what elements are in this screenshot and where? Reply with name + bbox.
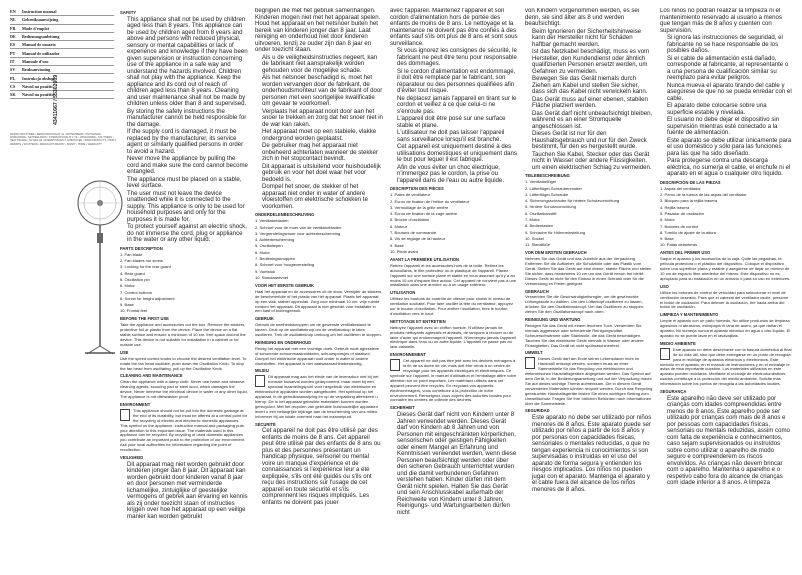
language-label: Návod na použití [22,83,53,89]
reinigung-text: Reinigen Sie das Gerät mit einem feuchten Tuch. Verwenden Sie niemals aggressive oder scheuernde Reinigungsmittel, Scheuerschwämme oder Stahlwolle, die das Gerät beschädigen. Tauchen Sie das elektrische Gerät niemals in Wasser oder andere Flüssigkeiten. Das Gerät ist nicht spülmaschinenfest. [525,322,644,348]
part-item: 10. Sockel [525,235,544,241]
index-row [10,33,114,41]
seguridad-list [525,415,653,493]
part-item: 4. Achterbescherming [255,237,295,243]
part-item: 5. Oscillatiepen [255,243,283,249]
recycle-bin-icon [255,375,265,387]
safety-item: • Als u de veiligheidsinstructies negeert, kan de fabrikant niet aansprakelijk worden gehouden voor de mogelijke schade. [262,55,383,75]
safety-item: • Este aparato se debe utilizar únicamente para el uso doméstico y sólo para las funciones para las que ha sido diseñado. [667,138,792,158]
heading-before-use: BEFORE THE FIRST USE [120,316,169,322]
language-code: SK [10,92,16,98]
heading-teile: TEILEBESCHREIBUNG [525,173,570,179]
heading-environment: ENVIRONMENT [120,401,151,407]
safety-item: • Afin de vous éviter un choc électrique, n'immergez pas le cordon, la prise ou l'appareil dans de l'eau ou autre liquide. [397,165,518,185]
continued-text: begrijpen die met het gebruik samenhangen. Kinderen mogen niet met het apparaat spelen. Houd het apparaat en het netsnoer buiten het bereik van kinderen jonger dan 8 jaar. Laat reiniging en onderhoud niet door kinderen uitvoeren, tenzij ze ouder zijn dan 8 jaar en onder toezicht staan. [255,8,381,53]
part-item: 7. Boutons de commande [390,230,437,236]
limpieza-text: Limpie el aparato con un paño húmedo. No utilice productos de limpieza agresivos ni abrasivos, estropajos ni lana de acero, ya que dañan el aparato. No sumerja nunca el aparato eléctrico en agua u otro líquido. El aparato no se puede lavar en el lavavajillas. [660,318,791,338]
part-item: 7. Botones de control [660,223,699,229]
safety-item: • L'appareil doit être posé sur une surface stable et plane. [397,116,518,129]
index-row [10,49,114,57]
part-item: 7. Bedieningsknoppen [255,256,296,262]
part-item: 6. Moteur [390,223,408,229]
manufacturer-address: WARTE INDUSTRIES • BEDRIJVENSTRAAT 21 • BOTERSBERG, ONTVANGEN WORLDWIDE • NETHERLANDS • INTERNATIONAL B.V. NL • WORLDWIDE • SOUTHERN • HEALTHCARE • NL 6821 AB • BOERENHAGEN 3, EINDHOVEN • WWW.PRODUCTS • PRINT WEBSITE • SOUTHERN • MANUFACTURED BY • SMART • HOME • WARRANTY [10,133,116,146]
safety-item: • Never move the appliance by pulling the cord and make sure the cord cannot become entangled. [127,156,248,176]
safety-item: • Ist das Netzkabel beschädigt, muss es vom Hersteller, den Kundendienst oder ähnlich qualifizierten Personen ersetzt werden, um Gefahren zu vermeiden. [532,49,653,75]
continued-text: Los niños no podrán realizar la limpieza ni el mantenimiento reservado al usuario a menos que tengan más de 8 años y cuenten con supervisión. [660,8,782,34]
part-item: 9. Base [390,242,404,248]
heading-gebrauch: GEBRAUCH [525,288,549,294]
safety-item: • Si vous ignorez les consignes de sécurité, le fabricant ne peut être tenu pour responsable des dommages. [397,48,518,68]
safety-item: • Si le cordon d'alimentation est endommagé, il doit être remplacé par le fabricant, son réparateur ou des personnes qualifiées afin d'éviter tout risque. [397,69,518,95]
index-row [10,91,114,99]
part-item: 2. Perno de la tuerca de las aspas del ventilador [660,192,747,198]
language-index [10,8,114,99]
nl-safety-list [255,55,383,211]
heading-description: DESCRIPTION DES PIÈCES [390,186,444,192]
language-label: Manual de usuario [22,42,56,48]
es-safety-list [660,35,792,178]
part-item: 11. Standfüße [525,242,551,248]
language-label: Bedienungsanleitung [22,34,60,40]
heading-seguranca: SEGURANÇA [660,389,687,395]
veiligheid-item: • Dit apparaat mag niet worden gebruikt door kinderen jonger dan 8 jaar. Dit apparaat kan worden gebruikt door kinderen vanaf 8 jaar en door personen met verminderde lichamelijke, zintuiglijke of geestelijke vermogens of gebrek aan ervaring en kennis als zij onder toezicht staan of instructies krijgen over hoe het apparaat op een veilige manier kan worden gebruikt [127,462,248,521]
safety-item: • Nunca mueva el aparato tirando del cable y asegúrese de que no se pueda enredar con el cable. [667,83,792,103]
index-row [10,83,114,91]
part-item: 5. Pasador de oscilación [660,210,705,216]
part-item: 7. Motor [525,217,540,223]
securite-list [255,428,383,506]
recycle-bin-icon [525,357,535,369]
part-item: 3. Lüfterflügel-Schraube [525,191,569,197]
voor-text: Haal het apparaat en de accessoires uit de doos. Verwijder de stickers, de beschermfolie of het plastic van het apparaat. Plaats het apparaat op een vlak, stabiel oppervlak. Zorg voor minimaal 10 cm. vrije ruimte rondom het apparaat. Dit apparaat is niet geschikt voor installatie in een kast of buitengebruik. [255,288,383,314]
language-label: Gebruiksaanwijzing [22,17,59,23]
safety-item: • Tauchen Sie Kabel, Stecker oder das Gerät nicht in Wasser oder andere Flüssigkeiten, um einen elektrischen Schlag zu vermeiden. [532,152,653,172]
safety-item: • To protect yourself against an electric shock, do not immerse the cord, plug or appliance in the water or any other liquid. [127,224,248,244]
part-item: 1. Aspas del ventilador [660,185,701,191]
medio-ambiente-text: Este aparato no debe desecharse con la basura doméstica al final de su vida útil, sino que debe entregarse en un punto de recogida para el reciclaje de aparatos eléctricos y electrónicos. Este símbolo en el aparato, en el manual de instrucciones y en el embalaje le avisa de esta importante cuestión. Los materiales utilizados en este aparato pueden reciclarse. Mediante el reciclaje de electrodomésticos usados contribuye a la protección del medio ambiente. Solicite más información sobre los puntos de recogida a las autoridades locales. [660,346,792,387]
safety-item: • Dieses Gerät ist nur für den Haushaltsgebrauch und nur für den Zweck bestimmt, für den es hergestellt wurde. [532,131,653,151]
safety-item: • By storing the safety instructions the manufacturer cannot be held responsible for the damage. [127,109,248,129]
gebrauch-text: Verwenden Sie die Geschwindigkeitsregler, um die gewünschte Lüftungsstufe zu wählen. Um den Lüfterkopf oszillieren zu lassen, drücken Sie den Oszillationsknopf. Um das Oszillieren zu stoppen, ziehen Sie den Oszillationsknopf nach oben. [525,294,645,315]
part-item: 5. Oscillation pin [120,277,150,282]
milieu-text: Dit apparaat mag aan het einde van de levensduur niet bij het normale huisafval worden gedeponeerd, maar moet bij een speciaal inzamelingspunt voor hergebruik van elektrische en elektronische apparaten worden aangeboden. Het symbool op het apparaat, in de gebruiksaanwijzing en op de verpakking attendeert u hierop. De in het apparaat gebruikte materialen kunnen worden gerecycled. Met het recyclen van gebruikte huishoudelijke apparaten levert u een belangrijke bijdrage aan de bescherming van ons milieu. Informeer bij uw lokale overheid naar het inzamelpunt. [255,374,379,419]
part-item: 10. Frontal feet [120,308,148,314]
language-code: PL [10,75,16,81]
part-item: 3. Vergrendelingsmoer voor achterbescherming [255,230,341,236]
heading-sicherheit: SICHERHEIT [390,405,415,411]
language-label: Návod na použitie [22,92,55,98]
part-item: 1. Ventilatorbladen [255,218,289,224]
fan-illustration [75,178,125,358]
language-label: Instrukcja obsługi [22,75,55,81]
heading-vor: VOR DEM ERSTEN GEBRAUCH [525,250,587,256]
parts-list [660,187,792,249]
heading-onderdelen: ONDERDELENBESCHRIJVING [255,212,315,218]
part-item: 10. Pieds avant [390,248,418,254]
environment-text: This appliance should not be put into the domestic garbage at the end of its durability, but must be offered at a central point for the recycling of electric and electronic domestic appliances. This symbol on the appliance, instruction manual and packaging puts your attention to this important issue. The materials used in this appliance can be recycled. By recycling of used domestic appliances you contribute an important push to the protection of our environment. Ask your local authorities for information regarding the point of recollection. [120,407,248,453]
safety-item: • Beim Ignorieren der Sicherheitshinweise kann der Hersteller nicht für Schäden haftbar gemacht werden. [532,29,653,49]
part-item: 9. Base [120,302,134,308]
part-item: 2. Fan blades nut screw [120,258,163,264]
language-code: IT [10,58,15,64]
part-item: 9. Base [660,236,674,242]
sicherheit-item: • Dieses Gerät darf nicht von Kindern unter 8 Jahren verwendet werden. Dieses Gerät darf von Kindern ab 8 Jahren und von Personen mit eingeschränkten körperlichen, sensorischen oder geistigen Fähigkeiten oder einem Mangel an Erfahrung und Kenntnissen verwendet werden, wenn diese Personen beaufsichtigt werden oder über den sicheren Gebrauch unterrichtet wurden und die damit verbundenen Gefahren verstehen haben. Kinder dürfen mit dem Gerät nicht spielen. Halten Sie das Gerät und sein Anschlusskabel außerhalb der Reichweite von Kindern unter 8 Jahren. Reinigungs- und Wartungsarbeiten dürfen nicht [397,412,518,516]
language-code: DE [10,34,16,40]
safety-list [120,17,248,244]
safety-item: • The appliance must be placed on a stable, level surface. [127,177,248,190]
part-item: 8. Screw for height adjustment [120,295,175,301]
column-nl [255,8,383,570]
language-label: Manuale d'uso [22,58,49,64]
heading-securite: SÉCURITÉ [255,421,276,427]
heading-avant: AVANT LA PREMIÈRE UTILISATION [390,256,459,262]
part-item: 1. Ventilatorflügel [525,179,557,185]
part-item: 6. Motor [120,283,135,289]
safety-item: • Para protegerse contra una descarga eléctrica, no sumerja el cable, el enchufe ni el aparato en el agua o cualquier otro líquido. [667,158,792,178]
part-item: 8. Schroef voor hoogteverstelling [255,262,315,268]
language-code: CS [10,83,16,89]
nettoyage-text: Nettoyez l'appareil avec un chiffon humide. N'utilisez jamais de produits nettoyants agressifs et abrasifs, de tampons à récurer ou de laine d'acier qui endommagent l'appareil. N'immergez jamais l'appareil électrique dans l'eau ou un autre liquide. L'appareil ne passe pas au lave-vaisselle. [390,324,516,350]
part-item: 2. Écrou de fixation de l'hélice du ventilateur [390,198,470,204]
parts-list [390,193,518,255]
safety-item: • L'utilisateur ne doit pas laisser l'appareil sans surveillance lorsqu'il est branché. [397,130,518,143]
before-use-text: Take the appliance and accessories out the box. Remove the stickers, protective foil or plastic from the device. Place the device on a flat stable surface and ensure a minimum of 10 cm. free space around the device. This device is not suitable for installation in a cabinet or for outside use. [120,322,246,347]
recycle-bin-icon [660,348,670,360]
heading-safety: SAFETY [120,10,137,15]
heading-environnement: ENVIRONNEMENT [390,352,426,358]
safety-item: • El aparato debe colocarse sobre una superficie estable y nivelada. [667,103,792,116]
continued-text: von Kindern vorgenommen werden, es sei denn, sie sind älter als 8 und werden beaufsichtigt. [525,8,640,27]
heading-reiniging: REINIGING EN ONDERHOUD [255,339,312,345]
reiniging-text: Reinig het apparaat met een vochtige doek. Gebruik nooit agressieve of schurende schoonmaakmiddelen, schuursponsjes of staalwol. Dompel het elektrische apparaat nooit onder in water of andere vloeistoffen. Het apparaat is niet vaatwasmachinebestendig. [255,345,380,366]
heading-cleaning: CLEANING AND MAINTENANCE [120,373,183,379]
part-item: 2. Lüfterflügel-Schraubenmutter [525,185,582,191]
column-en [120,8,248,570]
seguranca-list [660,396,792,487]
securite-item: • Cet appareil ne doit pas être utilisé par des enfants de moins de 8 ans. Cet appareil peut être utilisé par des enfants de 8 ans ou plus et des personnes présentant un handicap physique, sensoriel ou mental voire un manque d'expérience et de connaissances si l'expérience leur a été expliquée, s'ils ont été guidés ou s'ils ont reçu des instructions sur l'usage de cet appareil en toute sécurité et s'ils comprennent les risques impliqués. Les enfants ne doivent pas jouer [262,428,383,506]
part-item: 5. Broche d'oscillation [390,217,430,223]
safety-item: • Bewegen Sie das Gerät niemals durch Ziehen am Kabel und stellen Sie sicher, dass sich das Kabel nicht verwickeln kann. [532,76,653,96]
language-code: SV [10,67,16,73]
part-item: 6. Motor [660,217,675,223]
language-index-panel [0,0,118,575]
language-code: PT [10,50,16,56]
column-fr [390,8,518,570]
part-item: 9. Schraube für Höheneinstellung [525,229,586,235]
heading-descripcion: DESCRIPCIÓN DE LAS PIEZAS [660,179,721,185]
avant-text: Retirez l'appareil et les accessoires hors de la boîte. Retirez les autocollants, le film protecteur ou le plastique de l'appareil. Placez l'appareil sur une surface plane et stable en vous assurant qu'il y a au moins 10 cm d'espace libre autour. Cet appareil ne convient pas à une installation dans une armoire ou à un usage extérieur. [390,262,517,288]
environnement-text: Cet appareil ne doit pas être jeté avec les déchets ménagers à la fin de sa durée de vie, mais doit être remis à un centre de recyclage pour les appareils électriques et électroniques. Ce symbole sur l'appareil, le manuel d'utilisation et l'emballage attire votre attention sur ce point important. Les matériaux utilisés dans cet appareil peuvent être recyclés. En recyclant vos appareils électroménagers, vous contribuez à la protection de notre environnement. Renseignez-vous auprès des autorités locales pour connaître les centres de collecte des déchets. [390,358,517,403]
umwelt-text: Dieses Gerät darf am Ende seiner Lebensdauer nicht im Hausmüll entsorgt werden, sondern muss an einer Sammelstelle für das Recycling von elektrischen und elektronischen Haushaltsgeräten abgegeben werden. Das Symbol auf dem Gerät, in der Bedienungsanleitung und auf der Verpackung macht Sie auf dieses wichtige Thema aufmerksam. Die in diesem Gerät verwendeten Materialien können recycelt werden. Durch das Recycling gebrauchter Haushaltsgeräte leisten Sie einen wichtigen Beitrag zum Umweltschutz. Fragen Sie Ihre örtlichen Behörden nach Informationen über die Sammelstelle. [525,356,653,406]
heading-umwelt: UMWELT [525,350,543,356]
safety-item: • Si ignora las instrucciones de seguridad, el fabricante no se hace responsable de los posibles daños. [667,35,792,55]
part-item: 4. Sicherungsschraube für hintere Schutzvorrichtung [525,198,620,204]
language-label: Instruction manual [22,9,57,15]
seguridad-item: • Este aparato no debe ser utilizado por niños menores de 8 años. Este aparato puede ser utilizado por niños a partir de los 8 años y por personas con capacidades físicas, sensoriales o mentales reducidas, o que no tengan experiencia ni conocimientos si son supervisadas o instruidas en el uso del aparato de forma segura y entienden los riesgos implicados. Los niños no pueden jugar con el aparato. Mantenga el aparato y el cable fuera del alcance de los niños menores de 8 años. [532,415,653,493]
utilisation-text: Utilisez les boutons de contrôle de vitesse pour choisir le niveau de ventilation souhaité. Pour faire osciller la tête du ventilateur, appuyez sur le bouton d'oscillation. Pour arrêter l'oscillation, tirez le bouton d'oscillation vers le haut. [390,296,514,316]
heading-seguridad: SEGURIDAD [525,408,550,414]
recycle-bin-icon [390,359,400,371]
antes-text: Saque el aparato y los accesorios de la caja. Quite las pegatinas, la película protectora o el plástico del dispositivo. Coloque el dispositivo sobre una superficie plana y estable y asegúrese de dejar un mínimo de 10 cm de espacio libre alrededor del mismo. Este dispositivo no es apropiado para su instalación en un armario o para su uso en exteriores. [660,256,791,281]
safety-item: • Dompel het snoer, de stekker of het apparaat niet onder in water of andere vloeistoffen om elektrische schokken te voorkomen. [262,184,383,210]
heading-milieu: MILIEU [255,368,269,374]
safety-item: • El usuario no debe dejar el dispositivo sin supervisión mientras esté conectado a la fuente de alimentación. [667,117,792,137]
part-item: 10. Standaardvoet [255,274,289,280]
use-text: Use the speed control knobs to choose the desired ventilation level. To rotate the fan head oscillate, push down the Oscillation Knob. To stop the fan head from oscillating, pull up the Oscillation Knob. [120,355,247,371]
safety-item: • Als het netsnoer beschadigd is, moet het worden vervangen door de fabrikant, de onderhoudsmonteur van de fabrikant of door personen met een soortgelijke kwalificatie om gevaar te voorkomen. [262,75,383,108]
language-label: Bruksanvisning [22,67,51,73]
part-item: 2. Schroef voor de moer van de ventilatorbladen [255,224,342,230]
heading-medio-ambiente: MEDIO AMBIENTE [660,340,696,346]
safety-item: • Das Gerät muss auf einer ebenen, stabilen Fläche platziert werden. [532,97,653,110]
index-row [10,8,114,16]
product-code: 43411667 / 55302009 [53,74,59,125]
cleaning-text: Clean the appliance with a damp cloth. Never use harsh and abrasive cleaning agents, scouring pad or steel wool, which damages the device. Never immerse the electrical device in water or any other liquid. The appliance is not dishwasher proof. [120,379,248,400]
language-code: NL [10,17,16,23]
safety-item: • The user must not leave the device unattended while it is connected to the supply. This appliance is only to be used for household purposes and only for the purposes it is made for. [127,191,248,224]
heading-voor: VOOR HET EERSTE GEBRUIK [255,282,314,288]
heading-limpieza: LIMPIEZA Y MANTENIMIENTO [660,312,719,318]
parts-list [120,253,248,315]
part-item: 9. Voetstuk [255,268,276,274]
safety-item: • De gebruiker mag het apparaat niet onbeheerd achterlaten wanneer de stekker zich in het stopcontact bevindt. [262,143,383,163]
part-item: 8. Vis de réglage de la hauteur [390,236,446,242]
safety-item: • If the supply cord is damaged, it must be replaced by the manufacturer, its service agent or similarly qualified persons in order to avoid a hazard. [127,129,248,155]
de-safety-list [525,29,653,172]
fr-safety-list [390,48,518,184]
heading-veiligheid: VEILIGHEID [120,455,144,461]
part-item: 4. Rear guard [120,270,145,276]
heading-nettoyage: NETTOYAGE ET ENTRETIEN [390,318,446,324]
index-row [10,16,114,24]
index-row [10,41,114,49]
uso-text: Utilice los botones de control de velocidad para seleccionar el nivel de ventilación deseado. Para que el cabezal del ventilador oscile, presione el botón de oscilación. Para detener la oscilación, tire hacia arriba del botón de oscilación. [660,289,789,310]
gebruik-text: Gebruik de snelheidsknoppen om de gewenste ventilatiestand te kiezen. Druk op de oscillatieknop om de ventilatorkop te laten oscilleren. Trek de oscillatieknop omhoog om het oscilleren te stoppen. [255,322,382,338]
heading-reinigung: REINIGUNG UND WARTUNG [525,317,581,323]
heading-antes: ANTES DEL PRIMER USO [660,250,711,256]
part-item: 1. Fan blade [120,251,143,257]
index-row [10,58,114,66]
language-code: EN [10,9,16,15]
part-item: 3. Verrouillage de la grille arrière [390,204,449,210]
part-item: 7. Control buttons [120,289,152,295]
vor-text: Nehmen Sie das Gerät und das Zubehör aus der Verpackung. Entfernen Sie die Aufkleber, die Schutzfolie oder das Plastik vom Gerät. Stellen Sie das Gerät auf eine ebene, stabile Fläche und stellen Sie sicher, dass mindestens 10 cm um das Gerät herum frei bleibt. Dieses Gerät ist nicht für den Einbau in einen Schrank oder für die Verwendung im Freien geeignet. [525,256,652,286]
column-de [525,8,653,570]
part-item: 3. Bloqueo para la rejilla trasera [660,198,718,204]
part-item: 10. Patas delanteras [660,242,698,248]
heading-uso: USO [660,283,669,289]
sicherheit-list [390,412,518,516]
seguranca-item: • Este aparelho não deve ser utilizado por crianças com idades compreendidas entre menos de 8 anos. Este aparelho pode ser utilizado por crianças com mais de 8 anos e por pessoas com capacidades físicas, sensoriais ou mentais reduzidas, assim como com falta de experiência e conhecimentos, caso sejam supervisionados ou instruídos sobre como utilizar o aparelho de modo seguro e compreenderem os riscos envolvidos. As crianças não devem brincar com o aparelho. Mantenha o aparelho e o respetivo cabo fora do alcance de crianças com idade inferior a 8 anos. A limpeza [667,396,792,487]
safety-item: • Ne déplacez jamais l'appareil en tirant sur le cordon et veillez à ce que celui-ci ne s'enroule pas. [397,96,518,116]
language-label: Manual de utilizador [22,50,60,56]
language-code: FR [10,25,16,31]
safety-item: • Si el cable de alimentación está dañado, corresponde al fabricante, al representante o a una persona de cualificación similar su reemplazo para evitar peligros. [667,56,792,82]
part-item: 3. Locking for the rear guard [120,264,171,270]
heading-gebruik: GEBRUIK [255,316,274,322]
safety-item: • Het apparaat moet op een stabiele, vlakke ondergrond worden geplaatst. [262,129,383,142]
safety-item: • Cet appareil est uniquement destiné à des utilisations domestiques et uniquement dans le but pour lequel il est fabriqué. [397,144,518,164]
safety-item: • Dit apparaat is uitsluitend voor huishoudelijk gebruik en voor het doel waar het voor bedoeld is. [262,164,383,184]
safety-item: • Das Gerät darf nicht unbeaufsichtigt bleiben, während es an einer Stromquelle angeschlossen ist. [532,111,653,131]
safety-item: • This appliance shall not be used by children aged less than 8 years. This appliance can be used by children aged from 8 years and above and persons with reduced physical, sensory or mental capabilities or lack of experience and knowledge if they have been given supervision or instruction concerning use of the appliance in a safe way and understand the hazards involved. Children shall not play with the appliance. Keep the appliance and its cord out of reach of children aged less than 8 years. Cleaning and user maintenance shall not be made by children unless older than 8 and supervised. [127,17,248,108]
part-item: 1. Pales de ventilateur [390,192,431,198]
part-item: 8. Tornillo de ajuste de la altura [660,229,716,235]
parts-list [525,180,653,248]
language-code: ES [10,42,16,48]
veiligheid-list [120,462,248,521]
part-item: 8. Bedientasten [525,223,554,229]
parts-list [255,219,383,281]
safety-item: • Verplaats het apparaat nooit door aan het snoer te trekken en zorg dat het snoer niet in de war kan raken. [262,109,383,129]
index-row [10,25,114,33]
language-label: Mode d'emploi [22,25,49,31]
column-es [660,8,792,570]
index-row [10,66,114,74]
recycle-bin-icon [120,409,130,421]
part-item: 4. Rejilla trasera [660,204,690,210]
index-row [10,74,114,82]
heading-use: USE [120,349,129,355]
part-item: 4. Écrou de fixation de la cage arrière [390,211,458,217]
heading-utilisation: UTILISATION [390,290,416,296]
part-item: 6. Motor [255,249,270,255]
part-item: 5. Hintere Schutzvorrichtung [525,204,577,210]
part-item: 6. Oszillationsstift [525,210,557,216]
heading-parts: PARTS DESCRIPTION [120,245,163,251]
continued-text: avec l'appareil. Maintenez l'appareil et son cordon d'alimentation hors de portée des enfants de moins de 8 ans. Le nettoyage et la maintenance ne doivent pas être confiés à des enfants sauf s'ils ont plus de 8 ans et sont sous surveillance. [390,8,518,47]
